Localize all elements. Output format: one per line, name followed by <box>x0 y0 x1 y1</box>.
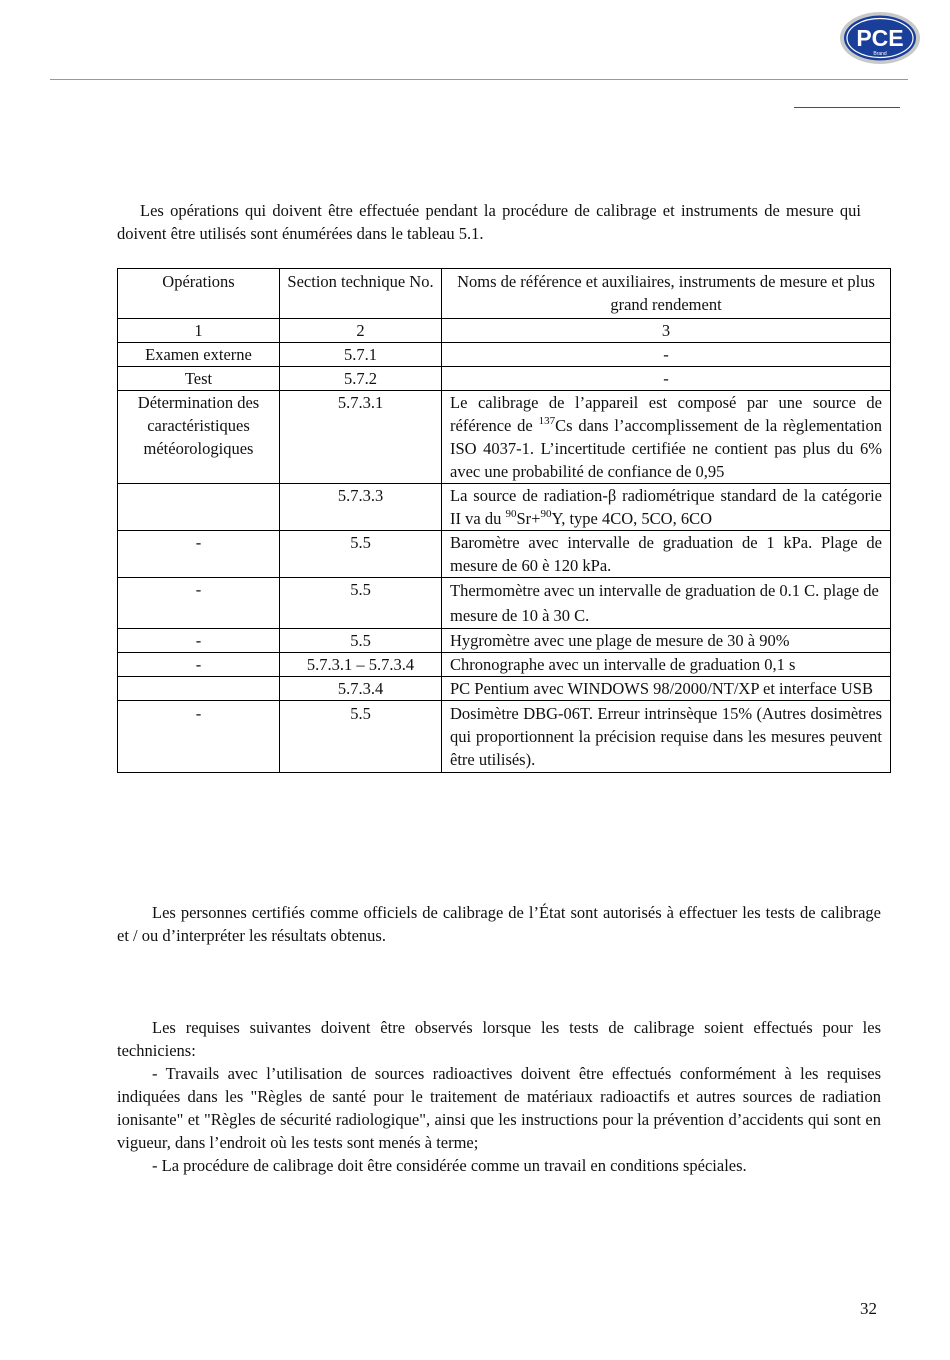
instrument-cell: Le calibrage de l’appareil est composé par une source de référence de $^{137}$Cs dans l’accomplissement de la règlementation ISO 4037-1. L’incertitude certifiée ne contient pas plus du 6% avec une probabilité de confiance de 0,95 <box>442 391 891 484</box>
intro-text: Les opérations qui doivent être effectuée pendant la procédure de calibrage et instruments de mesure qui doivent être utilisés sont énumérées dans le tableau 5.1. <box>117 201 861 243</box>
section-cell: 5.7.1 <box>280 343 442 367</box>
page-number: 32 <box>860 1299 877 1318</box>
section-cell: 5.5 <box>280 531 442 578</box>
instrument-cell: Hygromètre avec une plage de mesure de 30 à 90% <box>442 629 891 653</box>
operation-cell: Examen externe <box>118 343 280 367</box>
instrument-cell: Baromètre avec intervalle de graduation de 1 kPa. Plage de mesure de 60 è 120 kPa. <box>442 531 891 578</box>
requirements-section <box>117 1016 881 1177</box>
intro-paragraph <box>117 199 861 245</box>
instrument-cell: - <box>442 367 891 391</box>
operation-cell: - <box>118 629 280 653</box>
operation-cell <box>118 677 280 701</box>
pce-logo <box>838 10 922 66</box>
section-cell: 5.7.2 <box>280 367 442 391</box>
header-operations: Opérations <box>118 269 280 319</box>
table-row <box>118 629 891 653</box>
operation-cell: Détermination des caractéristiques météorologiques <box>118 391 280 484</box>
section-cell: 5.7.3.3 <box>280 484 442 531</box>
operation-cell: - <box>118 701 280 773</box>
requirements-intro: Les requises suivantes doivent être observés lorsque les tests de calibrage soient effectués pour les techniciens: <box>117 1018 881 1060</box>
table-header-row <box>118 269 891 319</box>
operations-table <box>117 268 891 773</box>
operation-cell: - <box>118 531 280 578</box>
numbering-cell: 1 <box>118 319 280 343</box>
instrument-cell: Thermomètre avec un intervalle de graduation de 0.1 C. plage de mesure de 10 à 30 C. <box>442 578 891 629</box>
header-section: Section technique No. <box>280 269 442 319</box>
instrument-cell: PC Pentium avec WINDOWS 98/2000/NT/XP et interface USB <box>442 677 891 701</box>
header-instruments: Noms de référence et auxiliaires, instruments de mesure et plus grand rendement <box>442 269 891 319</box>
numbering-cell: 2 <box>280 319 442 343</box>
operation-cell <box>118 484 280 531</box>
instrument-cell: Chronographe avec un intervalle de graduation 0,1 s <box>442 653 891 677</box>
operation-cell: Test <box>118 367 280 391</box>
section-cell: 5.7.3.1 <box>280 391 442 484</box>
logo-text: PCE <box>856 25 904 51</box>
section-cell: 5.5 <box>280 629 442 653</box>
section-cell: 5.7.3.1 – 5.7.3.4 <box>280 653 442 677</box>
table-row <box>118 677 891 701</box>
table-row <box>118 367 891 391</box>
table-row <box>118 701 891 773</box>
numbering-cell: 3 <box>442 319 891 343</box>
instrument-cell: La source de radiation-β radiométrique standard de la catégorie II va du $^{90}$Sr+$^{90}$Y, type 4CO, 5CO, 6CO <box>442 484 891 531</box>
header-rule <box>50 79 908 80</box>
table-row <box>118 391 891 484</box>
certification-paragraph <box>117 901 881 947</box>
operation-cell: - <box>118 578 280 629</box>
table-row <box>118 653 891 677</box>
table-row <box>118 484 891 531</box>
section-cell: 5.5 <box>280 578 442 629</box>
requirements-item: - La procédure de calibrage doit être considérée comme un travail en conditions spéciales. <box>152 1156 747 1175</box>
instrument-cell: Dosimètre DBG-06T. Erreur intrinsèque 15% (Autres dosimètres qui proportionnent la précision requise dans les mesures peuvent être utilisés). <box>442 701 891 773</box>
table-row <box>118 531 891 578</box>
section-cell: 5.5 <box>280 701 442 773</box>
header-link-underline[interactable] <box>794 107 900 108</box>
table-numbering-row <box>118 319 891 343</box>
operation-cell: - <box>118 653 280 677</box>
table-row <box>118 343 891 367</box>
table-row <box>118 578 891 629</box>
certification-text: Les personnes certifiés comme officiels de calibrage de l’État sont autorisés à effectuer les tests de calibrage et / ou d’interpréter les résultats obtenus. <box>117 903 881 945</box>
instrument-cell: - <box>442 343 891 367</box>
requirements-item: - Travails avec l’utilisation de sources radioactives doivent être effectués conformément à les requises indiquées dans les "Règles de santé pour le traitement de matériaux radioactifs et autres sources de radiation ionisante" et "Règles de sécurité radiologique", ainsi que les instructions pour la prévention d’accidents qui sont en vigueur, dans l’endroit où les tests sont menés à terme; <box>117 1064 881 1152</box>
logo-subtext: Brand <box>873 51 887 57</box>
section-cell: 5.7.3.4 <box>280 677 442 701</box>
